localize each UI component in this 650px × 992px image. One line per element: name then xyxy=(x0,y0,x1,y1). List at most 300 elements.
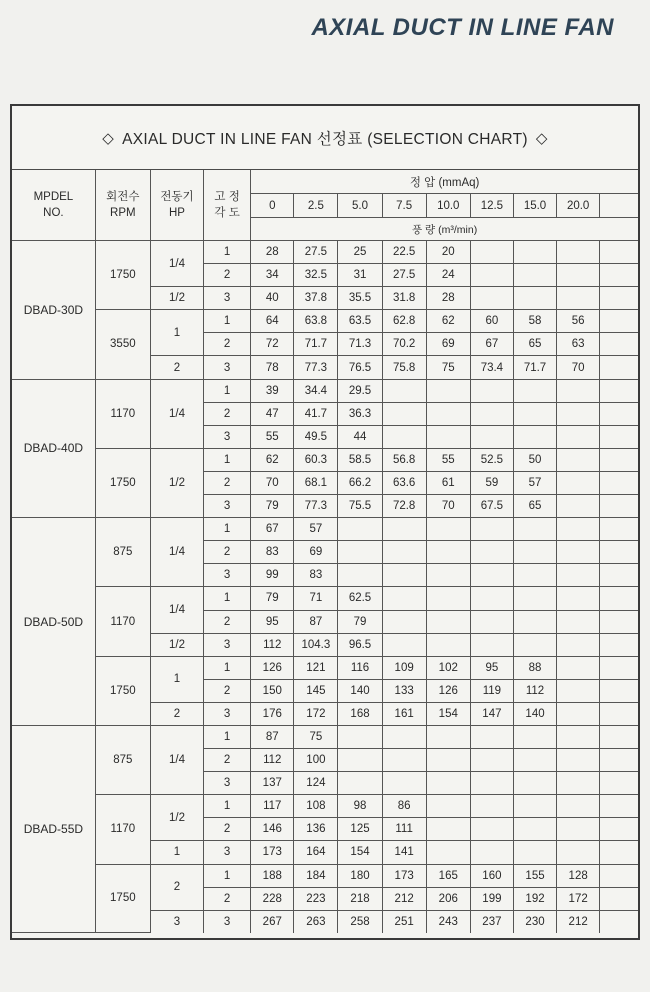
flow-value-cell: 62 xyxy=(426,310,470,333)
flow-value-cell: 63.5 xyxy=(338,310,382,333)
header-model xyxy=(12,170,95,241)
flow-value-cell: 116 xyxy=(338,656,382,679)
flow-value-cell: 75 xyxy=(294,725,338,748)
angle-cell: 1 xyxy=(204,241,251,264)
flow-value-cell xyxy=(426,518,470,541)
flow-value-cell: 180 xyxy=(338,864,382,887)
header-pressure-value: 5.0 xyxy=(338,194,382,218)
diamond-icon: ◇ xyxy=(535,129,548,147)
flow-value-cell xyxy=(600,287,638,310)
angle-cell: 3 xyxy=(204,287,251,310)
flow-value-cell: 154 xyxy=(338,841,382,864)
flow-value-cell: 28 xyxy=(251,241,294,264)
hp-cell: 1/4 xyxy=(150,379,203,448)
angle-cell: 1 xyxy=(204,310,251,333)
flow-value-cell: 71.7 xyxy=(294,333,338,356)
hp-cell: 1/4 xyxy=(150,518,203,587)
flow-value-cell: 95 xyxy=(470,656,513,679)
flow-value-cell xyxy=(470,287,513,310)
angle-cell: 3 xyxy=(204,495,251,518)
flow-value-cell: 65 xyxy=(513,495,556,518)
flow-value-cell xyxy=(557,656,600,679)
flow-value-cell xyxy=(600,402,638,425)
flow-value-cell: 102 xyxy=(426,656,470,679)
flow-value-cell: 20 xyxy=(426,241,470,264)
flow-value-cell: 50 xyxy=(513,448,556,471)
flow-value-cell xyxy=(470,841,513,864)
flow-value-cell: 267 xyxy=(251,910,294,933)
rpm-cell: 875 xyxy=(95,725,150,794)
chart-title: AXIAL DUCT IN LINE FAN 선정표 (SELECTION CHART) xyxy=(122,130,528,148)
flow-value-cell: 154 xyxy=(426,702,470,725)
angle-cell: 2 xyxy=(204,402,251,425)
flow-value-cell xyxy=(470,518,513,541)
hp-cell: 1 xyxy=(150,841,203,864)
hp-cell: 1 xyxy=(150,310,203,356)
flow-value-cell xyxy=(426,725,470,748)
diamond-icon: ◇ xyxy=(102,129,115,147)
flow-value-cell: 59 xyxy=(470,471,513,494)
flow-value-cell xyxy=(600,841,638,864)
flow-value-cell: 55 xyxy=(251,425,294,448)
flow-value-cell xyxy=(513,633,556,656)
flow-value-cell xyxy=(470,241,513,264)
flow-value-cell xyxy=(557,772,600,795)
table-row xyxy=(12,725,638,748)
flow-value-cell xyxy=(382,610,426,633)
flow-value-cell xyxy=(600,887,638,910)
header-rpm-line2: RPM xyxy=(110,207,136,219)
flow-value-cell: 119 xyxy=(470,679,513,702)
flow-value-cell: 112 xyxy=(251,749,294,772)
angle-cell: 2 xyxy=(204,333,251,356)
flow-value-cell xyxy=(426,841,470,864)
flow-value-cell: 79 xyxy=(251,587,294,610)
flow-value-cell xyxy=(600,910,638,933)
flow-value-cell: 65 xyxy=(513,333,556,356)
table-row xyxy=(12,379,638,402)
flow-value-cell: 22.5 xyxy=(382,241,426,264)
flow-value-cell: 57 xyxy=(513,471,556,494)
flow-value-cell xyxy=(382,518,426,541)
flow-value-cell: 77.3 xyxy=(294,495,338,518)
flow-value-cell: 56 xyxy=(557,310,600,333)
flow-value-cell xyxy=(513,425,556,448)
table-row xyxy=(12,310,638,333)
flow-value-cell: 70 xyxy=(426,495,470,518)
flow-value-cell: 243 xyxy=(426,910,470,933)
flow-value-cell: 61 xyxy=(426,471,470,494)
flow-value-cell xyxy=(557,541,600,564)
rpm-cell: 3550 xyxy=(95,310,150,379)
flow-value-cell: 60 xyxy=(470,310,513,333)
flow-value-cell xyxy=(470,633,513,656)
header-hp xyxy=(150,170,203,241)
rpm-cell: 1170 xyxy=(95,379,150,448)
flow-value-cell: 164 xyxy=(294,841,338,864)
flow-value-cell: 72 xyxy=(251,333,294,356)
flow-value-cell: 140 xyxy=(338,679,382,702)
flow-value-cell: 83 xyxy=(251,541,294,564)
angle-cell: 2 xyxy=(204,610,251,633)
model-cell: DBAD-50D xyxy=(12,518,95,726)
flow-value-cell xyxy=(557,633,600,656)
flow-value-cell: 251 xyxy=(382,910,426,933)
flow-value-cell: 72.8 xyxy=(382,495,426,518)
flow-value-cell: 160 xyxy=(470,864,513,887)
flow-value-cell: 34 xyxy=(251,264,294,287)
flow-value-cell xyxy=(557,564,600,587)
flow-value-cell: 263 xyxy=(294,910,338,933)
flow-value-cell: 128 xyxy=(557,864,600,887)
flow-value-cell xyxy=(600,541,638,564)
flow-value-cell xyxy=(557,518,600,541)
flow-value-cell: 173 xyxy=(251,841,294,864)
flow-value-cell: 75.5 xyxy=(338,495,382,518)
flow-value-cell xyxy=(600,471,638,494)
angle-cell: 1 xyxy=(204,587,251,610)
flow-value-cell xyxy=(557,471,600,494)
header-pressure-value: 15.0 xyxy=(513,194,556,218)
flow-value-cell: 212 xyxy=(382,887,426,910)
table-row xyxy=(12,448,638,471)
flow-value-cell: 223 xyxy=(294,887,338,910)
flow-value-cell: 86 xyxy=(382,795,426,818)
flow-value-cell: 79 xyxy=(338,610,382,633)
flow-value-cell xyxy=(382,425,426,448)
flow-value-cell xyxy=(600,679,638,702)
hp-cell: 1/2 xyxy=(150,448,203,517)
table-row xyxy=(12,241,638,264)
flow-value-cell: 60.3 xyxy=(294,448,338,471)
flow-value-cell xyxy=(600,518,638,541)
flow-value-cell: 88 xyxy=(513,656,556,679)
flow-value-cell: 172 xyxy=(557,887,600,910)
model-cell: DBAD-30D xyxy=(12,241,95,380)
flow-value-cell xyxy=(557,795,600,818)
flow-value-cell xyxy=(513,287,556,310)
flow-value-cell xyxy=(513,795,556,818)
hp-cell: 1/2 xyxy=(150,633,203,656)
flow-value-cell xyxy=(557,448,600,471)
flow-value-cell: 112 xyxy=(251,633,294,656)
flow-value-cell: 188 xyxy=(251,864,294,887)
flow-value-cell: 73.4 xyxy=(470,356,513,379)
flow-value-cell xyxy=(338,541,382,564)
flow-value-cell: 124 xyxy=(294,772,338,795)
flow-value-cell xyxy=(426,379,470,402)
header-pressure-value: 20.0 xyxy=(557,194,600,218)
flow-value-cell xyxy=(426,541,470,564)
flow-value-cell xyxy=(600,448,638,471)
angle-cell: 2 xyxy=(204,541,251,564)
flow-value-cell xyxy=(470,610,513,633)
flow-value-cell xyxy=(600,241,638,264)
flow-value-cell xyxy=(338,518,382,541)
flow-value-cell xyxy=(426,610,470,633)
angle-cell: 3 xyxy=(204,910,251,933)
flow-value-cell xyxy=(557,379,600,402)
flow-value-cell: 35.5 xyxy=(338,287,382,310)
flow-value-cell: 52.5 xyxy=(470,448,513,471)
flow-value-cell xyxy=(557,749,600,772)
flow-value-cell: 83 xyxy=(294,564,338,587)
header-model-line1: MPDEL xyxy=(33,191,74,203)
hp-cell: 1/4 xyxy=(150,587,203,633)
flow-value-cell: 76.5 xyxy=(338,356,382,379)
flow-value-cell xyxy=(513,818,556,841)
flow-value-cell xyxy=(470,402,513,425)
flow-value-cell: 71.3 xyxy=(338,333,382,356)
flow-value-cell xyxy=(513,610,556,633)
flow-value-cell xyxy=(600,656,638,679)
flow-value-cell xyxy=(382,564,426,587)
header-pressure-value: 7.5 xyxy=(382,194,426,218)
table-row xyxy=(12,656,638,679)
flow-value-cell: 63 xyxy=(557,333,600,356)
flow-value-cell xyxy=(557,841,600,864)
header-angle-line1: 고 정 xyxy=(214,191,240,203)
rpm-cell: 1170 xyxy=(95,795,150,864)
flow-value-cell: 168 xyxy=(338,702,382,725)
flow-value-cell: 141 xyxy=(382,841,426,864)
header-rpm xyxy=(95,170,150,241)
hp-cell: 1 xyxy=(150,656,203,702)
flow-value-cell: 27.5 xyxy=(382,264,426,287)
flow-value-cell xyxy=(557,818,600,841)
flow-value-cell: 155 xyxy=(513,864,556,887)
angle-cell: 3 xyxy=(204,425,251,448)
hp-cell: 2 xyxy=(150,356,203,379)
flow-value-cell: 121 xyxy=(294,656,338,679)
table-row xyxy=(12,795,638,818)
angle-cell: 1 xyxy=(204,656,251,679)
flow-value-cell xyxy=(513,241,556,264)
rpm-cell: 1750 xyxy=(95,241,150,310)
flow-value-cell: 87 xyxy=(251,725,294,748)
flow-value-cell xyxy=(513,564,556,587)
angle-cell: 3 xyxy=(204,564,251,587)
header-pressure: 정 압 (mmAq) xyxy=(251,170,638,194)
flow-value-cell xyxy=(470,587,513,610)
flow-value-cell: 62.8 xyxy=(382,310,426,333)
flow-value-cell xyxy=(470,772,513,795)
flow-value-cell: 165 xyxy=(426,864,470,887)
flow-value-cell xyxy=(557,610,600,633)
flow-value-cell xyxy=(600,725,638,748)
flow-value-cell xyxy=(557,587,600,610)
flow-value-cell xyxy=(426,425,470,448)
flow-value-cell: 31.8 xyxy=(382,287,426,310)
flow-value-cell: 176 xyxy=(251,702,294,725)
rpm-cell: 1750 xyxy=(95,448,150,517)
flow-value-cell: 218 xyxy=(338,887,382,910)
flow-value-cell xyxy=(338,725,382,748)
selection-table xyxy=(12,170,638,933)
flow-value-cell xyxy=(600,564,638,587)
flow-value-cell xyxy=(600,772,638,795)
flow-value-cell xyxy=(557,425,600,448)
flow-value-cell xyxy=(382,402,426,425)
flow-value-cell: 47 xyxy=(251,402,294,425)
flow-value-cell: 96.5 xyxy=(338,633,382,656)
flow-value-cell xyxy=(470,264,513,287)
flow-value-cell: 137 xyxy=(251,772,294,795)
flow-value-cell: 126 xyxy=(426,679,470,702)
flow-value-cell: 230 xyxy=(513,910,556,933)
flow-value-cell xyxy=(513,379,556,402)
flow-value-cell xyxy=(513,518,556,541)
flow-value-cell: 55 xyxy=(426,448,470,471)
flow-value-cell: 87 xyxy=(294,610,338,633)
flow-value-cell xyxy=(470,749,513,772)
flow-value-cell: 37.8 xyxy=(294,287,338,310)
flow-value-cell xyxy=(600,356,638,379)
flow-value-cell: 63.8 xyxy=(294,310,338,333)
flow-value-cell: 71 xyxy=(294,587,338,610)
flow-value-cell xyxy=(513,749,556,772)
angle-cell: 3 xyxy=(204,841,251,864)
flow-value-cell: 75 xyxy=(426,356,470,379)
flow-value-cell xyxy=(600,333,638,356)
flow-value-cell: 44 xyxy=(338,425,382,448)
flow-value-cell xyxy=(426,402,470,425)
flow-value-cell: 67 xyxy=(251,518,294,541)
angle-cell: 3 xyxy=(204,356,251,379)
flow-value-cell xyxy=(600,610,638,633)
flow-value-cell: 112 xyxy=(513,679,556,702)
rpm-cell: 875 xyxy=(95,518,150,587)
model-cell: DBAD-40D xyxy=(12,379,95,518)
flow-value-cell xyxy=(557,702,600,725)
hp-cell: 1/2 xyxy=(150,287,203,310)
flow-value-cell: 199 xyxy=(470,887,513,910)
flow-value-cell xyxy=(382,587,426,610)
flow-value-cell xyxy=(382,749,426,772)
flow-value-cell: 71.7 xyxy=(513,356,556,379)
angle-cell: 2 xyxy=(204,264,251,287)
flow-value-cell xyxy=(600,864,638,887)
flow-value-cell: 66.2 xyxy=(338,471,382,494)
flow-value-cell xyxy=(557,287,600,310)
flow-value-cell: 39 xyxy=(251,379,294,402)
flow-value-cell xyxy=(426,564,470,587)
angle-cell: 2 xyxy=(204,887,251,910)
header-flow: 풍 량 (m³/min) xyxy=(251,218,638,241)
flow-value-cell: 29.5 xyxy=(338,379,382,402)
header-pressure-value xyxy=(600,194,638,218)
flow-value-cell xyxy=(513,772,556,795)
flow-value-cell: 67 xyxy=(470,333,513,356)
flow-value-cell: 125 xyxy=(338,818,382,841)
header-rpm-line1: 회전수 xyxy=(106,191,140,203)
flow-value-cell xyxy=(600,749,638,772)
flow-value-cell xyxy=(382,772,426,795)
flow-value-cell: 133 xyxy=(382,679,426,702)
angle-cell: 3 xyxy=(204,772,251,795)
flow-value-cell: 64 xyxy=(251,310,294,333)
flow-value-cell xyxy=(513,725,556,748)
angle-cell: 1 xyxy=(204,518,251,541)
flow-value-cell xyxy=(382,725,426,748)
flow-value-cell xyxy=(513,541,556,564)
flow-value-cell xyxy=(600,818,638,841)
header-angle-line2: 각 도 xyxy=(214,207,240,219)
flow-value-cell: 24 xyxy=(426,264,470,287)
flow-value-cell xyxy=(600,425,638,448)
rpm-cell: 1750 xyxy=(95,656,150,725)
flow-value-cell: 117 xyxy=(251,795,294,818)
selection-chart xyxy=(10,104,640,940)
flow-value-cell: 69 xyxy=(294,541,338,564)
hp-cell: 1/4 xyxy=(150,241,203,287)
flow-value-cell xyxy=(426,795,470,818)
flow-value-cell xyxy=(470,725,513,748)
angle-cell: 3 xyxy=(204,633,251,656)
flow-value-cell xyxy=(513,264,556,287)
flow-value-cell xyxy=(426,587,470,610)
flow-value-cell: 40 xyxy=(251,287,294,310)
chart-heading xyxy=(12,106,638,170)
header-pressure-value: 12.5 xyxy=(470,194,513,218)
flow-value-cell: 95 xyxy=(251,610,294,633)
flow-value-cell: 25 xyxy=(338,241,382,264)
flow-value-cell xyxy=(513,841,556,864)
flow-value-cell: 31 xyxy=(338,264,382,287)
flow-value-cell: 56.8 xyxy=(382,448,426,471)
flow-value-cell: 99 xyxy=(251,564,294,587)
table-row xyxy=(12,518,638,541)
flow-value-cell: 98 xyxy=(338,795,382,818)
flow-value-cell: 184 xyxy=(294,864,338,887)
angle-cell: 1 xyxy=(204,379,251,402)
flow-value-cell xyxy=(557,402,600,425)
flow-value-cell xyxy=(557,679,600,702)
flow-value-cell: 77.3 xyxy=(294,356,338,379)
angle-cell: 1 xyxy=(204,795,251,818)
flow-value-cell: 79 xyxy=(251,495,294,518)
table-row xyxy=(12,587,638,610)
header-pressure-value: 0 xyxy=(251,194,294,218)
flow-value-cell xyxy=(426,633,470,656)
flow-value-cell: 126 xyxy=(251,656,294,679)
flow-value-cell: 32.5 xyxy=(294,264,338,287)
flow-value-cell: 27.5 xyxy=(294,241,338,264)
flow-value-cell: 172 xyxy=(294,702,338,725)
flow-value-cell: 145 xyxy=(294,679,338,702)
flow-value-cell xyxy=(426,772,470,795)
flow-value-cell xyxy=(513,402,556,425)
rpm-cell: 1170 xyxy=(95,587,150,656)
flow-value-cell xyxy=(557,264,600,287)
hp-cell: 2 xyxy=(150,702,203,725)
flow-value-cell: 173 xyxy=(382,864,426,887)
model-cell: DBAD-55D xyxy=(12,725,95,932)
flow-value-cell xyxy=(382,633,426,656)
flow-value-cell xyxy=(600,795,638,818)
flow-value-cell: 140 xyxy=(513,702,556,725)
hp-cell: 1/4 xyxy=(150,725,203,794)
flow-value-cell xyxy=(470,795,513,818)
angle-cell: 2 xyxy=(204,818,251,841)
flow-value-cell: 258 xyxy=(338,910,382,933)
flow-value-cell xyxy=(470,425,513,448)
flow-value-cell: 78 xyxy=(251,356,294,379)
flow-value-cell xyxy=(600,702,638,725)
table-row xyxy=(12,864,638,887)
flow-value-cell: 69 xyxy=(426,333,470,356)
flow-value-cell xyxy=(600,310,638,333)
